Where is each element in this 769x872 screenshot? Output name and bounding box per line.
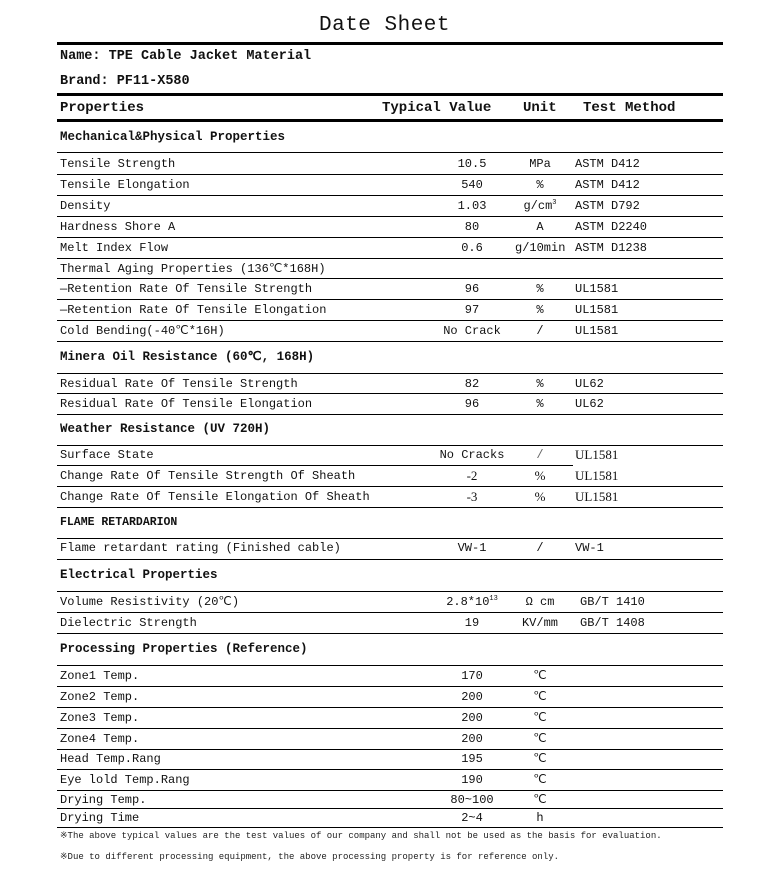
typical-value: VW-1	[457, 541, 487, 555]
property-name: Surface State	[60, 448, 154, 462]
unit: A	[536, 220, 544, 234]
table-header	[60, 98, 723, 118]
table-row	[60, 394, 723, 414]
footnote: ※The above typical values are the test values of our company and shall not be used as the basis for evaluation.	[60, 831, 662, 841]
section-title-text: Electrical Properties	[60, 568, 218, 582]
unit: %	[536, 377, 544, 391]
section-title-processing	[60, 639, 723, 659]
property-name: Drying Temp.	[60, 793, 147, 807]
unit-superscript: 3	[552, 199, 557, 207]
table-row	[60, 808, 723, 828]
test-method: ASTM D412	[575, 157, 640, 171]
footnote: ※Due to different processing equipment, the above processing property is for reference only.	[60, 852, 560, 862]
property-name: Residual Rate Of Tensile Strength	[60, 377, 298, 391]
section-title-oil	[60, 347, 723, 367]
unit: ℃	[533, 732, 547, 746]
test-method: UL1581	[575, 489, 619, 504]
test-method: UL62	[575, 377, 604, 391]
property-name: Melt Index Flow	[60, 241, 169, 255]
unit: ℃	[533, 711, 547, 725]
test-method: GB/T 1408	[580, 616, 645, 630]
property-name: Zone2 Temp.	[60, 690, 140, 704]
table-row	[60, 321, 723, 341]
typical-value: 19	[464, 616, 480, 630]
test-method: VW-1	[575, 541, 604, 555]
property-name: Zone1 Temp.	[60, 669, 140, 683]
table-row	[60, 613, 723, 633]
unit: ℃	[533, 669, 547, 683]
typical-value: No Cracks	[439, 448, 505, 462]
header-typical-value: Typical Value	[382, 100, 492, 116]
typical-value: 97	[464, 303, 480, 317]
material-name-text: Name: TPE Cable Jacket Material	[60, 49, 312, 64]
section-title-electrical	[60, 565, 723, 585]
unit: %	[536, 303, 544, 317]
typical-value: 82	[464, 377, 480, 391]
property-name: Eye lold Temp.Rang	[60, 773, 190, 787]
property-name: —Retention Rate Of Tensile Strength	[60, 282, 313, 296]
typical-value: 170	[461, 669, 483, 683]
divider	[57, 559, 723, 560]
property-name: Dielectric Strength	[60, 616, 197, 630]
table-row	[60, 729, 723, 749]
table-row	[60, 217, 723, 237]
test-method: ASTM D2240	[575, 220, 648, 234]
property-name: Tensile Strength	[60, 157, 176, 171]
typical-value: 200	[461, 690, 483, 704]
table-row	[60, 259, 723, 279]
test-method: ASTM D792	[575, 199, 640, 213]
test-method: GB/T 1410	[580, 595, 645, 609]
property-name: —Retention Rate Of Tensile Elongation	[60, 303, 327, 317]
typical-value: 80~100	[450, 793, 494, 807]
header-unit: Unit	[523, 100, 557, 116]
typical-value: 2~4	[461, 811, 483, 825]
section-title-text: Minera Oil Resistance (60℃, 168H)	[60, 350, 315, 364]
property-name: Change Rate Of Tensile Strength Of Sheath	[60, 469, 356, 483]
section-title-text: Processing Properties (Reference)	[60, 642, 308, 656]
test-method: ASTM D1238	[575, 241, 648, 255]
header-test-method: Test Method	[583, 100, 676, 116]
property-name: Tensile Elongation	[60, 178, 190, 192]
unit: ℃	[533, 773, 547, 787]
table-row	[60, 687, 723, 707]
table-row	[60, 445, 723, 465]
table-row	[60, 300, 723, 320]
material-name	[60, 47, 723, 67]
header-properties: Properties	[60, 100, 145, 116]
typical-value: 200	[461, 711, 483, 725]
typical-value: 96	[464, 282, 480, 296]
property-name: Head Temp.Rang	[60, 752, 161, 766]
section-title-weather	[60, 419, 723, 439]
value-superscript: 13	[489, 595, 498, 603]
table-row	[60, 749, 723, 769]
typical-value: 0.6	[461, 241, 483, 255]
typical-value: 1.03	[457, 199, 487, 213]
table-row	[60, 279, 723, 299]
property-name: Thermal Aging Properties (136℃*168H)	[60, 262, 326, 276]
divider	[57, 633, 723, 634]
table-row	[60, 238, 723, 258]
property-name: Drying Time	[60, 811, 140, 825]
typical-value: -3	[466, 489, 478, 504]
typical-value: No Crack	[443, 324, 501, 338]
table-row	[60, 154, 723, 174]
test-method: UL1581	[575, 324, 619, 338]
test-method: UL1581	[575, 282, 619, 296]
divider	[57, 341, 723, 342]
table-row	[60, 175, 723, 195]
typical-value: 80	[464, 220, 480, 234]
unit: ℃	[533, 752, 547, 766]
unit: h	[536, 811, 544, 825]
unit: ℃	[533, 690, 547, 704]
test-method: ASTM D412	[575, 178, 640, 192]
section-title-text: FLAME RETARDARION	[60, 516, 178, 529]
test-method: UL62	[575, 397, 604, 411]
value-text: 2.8*10	[446, 595, 490, 609]
unit: %	[536, 397, 544, 411]
typical-value	[412, 592, 532, 612]
property-name: Flame retardant rating (Finished cable)	[60, 541, 341, 555]
page-title: Date Sheet	[318, 14, 451, 37]
material-brand-text: Brand: PF11-X580	[60, 74, 190, 89]
divider	[57, 119, 723, 122]
unit: g/10min	[515, 241, 566, 255]
typical-value: -2	[466, 468, 478, 483]
divider	[57, 827, 723, 828]
table-row	[60, 374, 723, 394]
test-method: UL1581	[575, 468, 619, 483]
unit: /	[536, 324, 544, 338]
unit: MPa	[529, 157, 551, 171]
typical-value: 190	[461, 773, 483, 787]
unit: %	[536, 178, 544, 192]
table-row	[60, 592, 723, 612]
typical-value: 540	[461, 178, 483, 192]
divider	[57, 42, 723, 45]
divider	[57, 152, 723, 153]
property-name: Change Rate Of Tensile Elongation Of Sheath	[60, 490, 370, 504]
table-row	[60, 196, 723, 216]
section-title-text: Mechanical&Physical Properties	[60, 130, 286, 144]
unit: %	[536, 282, 544, 296]
unit: ℃	[533, 793, 547, 807]
divider	[57, 93, 723, 96]
test-method: UL1581	[575, 447, 619, 462]
property-name: Density	[60, 199, 111, 213]
unit-text: g/cm	[523, 199, 553, 213]
property-name: Zone3 Temp.	[60, 711, 140, 725]
property-name: Hardness Shore A	[60, 220, 176, 234]
unit: /	[536, 541, 544, 555]
property-name: Residual Rate Of Tensile Elongation	[60, 397, 313, 411]
material-brand	[60, 72, 723, 92]
table-row	[60, 770, 723, 790]
unit: %	[534, 468, 546, 483]
divider	[57, 507, 723, 508]
section-title-text: Weather Resistance (UV 720H)	[60, 422, 271, 436]
table-row	[60, 790, 723, 810]
test-method: UL1581	[575, 303, 619, 317]
table-row	[60, 538, 723, 558]
typical-value: 200	[461, 732, 483, 746]
table-row	[60, 708, 723, 728]
typical-value: 10.5	[457, 157, 487, 171]
unit	[515, 196, 565, 216]
typical-value: 96	[464, 397, 480, 411]
unit: Ω cm	[525, 595, 555, 609]
unit: %	[534, 489, 546, 504]
table-row	[60, 487, 723, 507]
unit: KV/mm	[521, 616, 558, 630]
property-name: Cold Bending(-40℃*16H)	[60, 324, 225, 338]
section-title-mechanical	[60, 127, 723, 147]
table-row	[60, 466, 723, 486]
divider	[57, 414, 723, 415]
typical-value: 195	[461, 752, 483, 766]
section-title-flame	[60, 513, 723, 533]
table-row	[60, 666, 723, 686]
property-name: Zone4 Temp.	[60, 732, 140, 746]
property-name: Volume Resistivity (20℃)	[60, 595, 240, 609]
unit: /	[536, 448, 544, 462]
